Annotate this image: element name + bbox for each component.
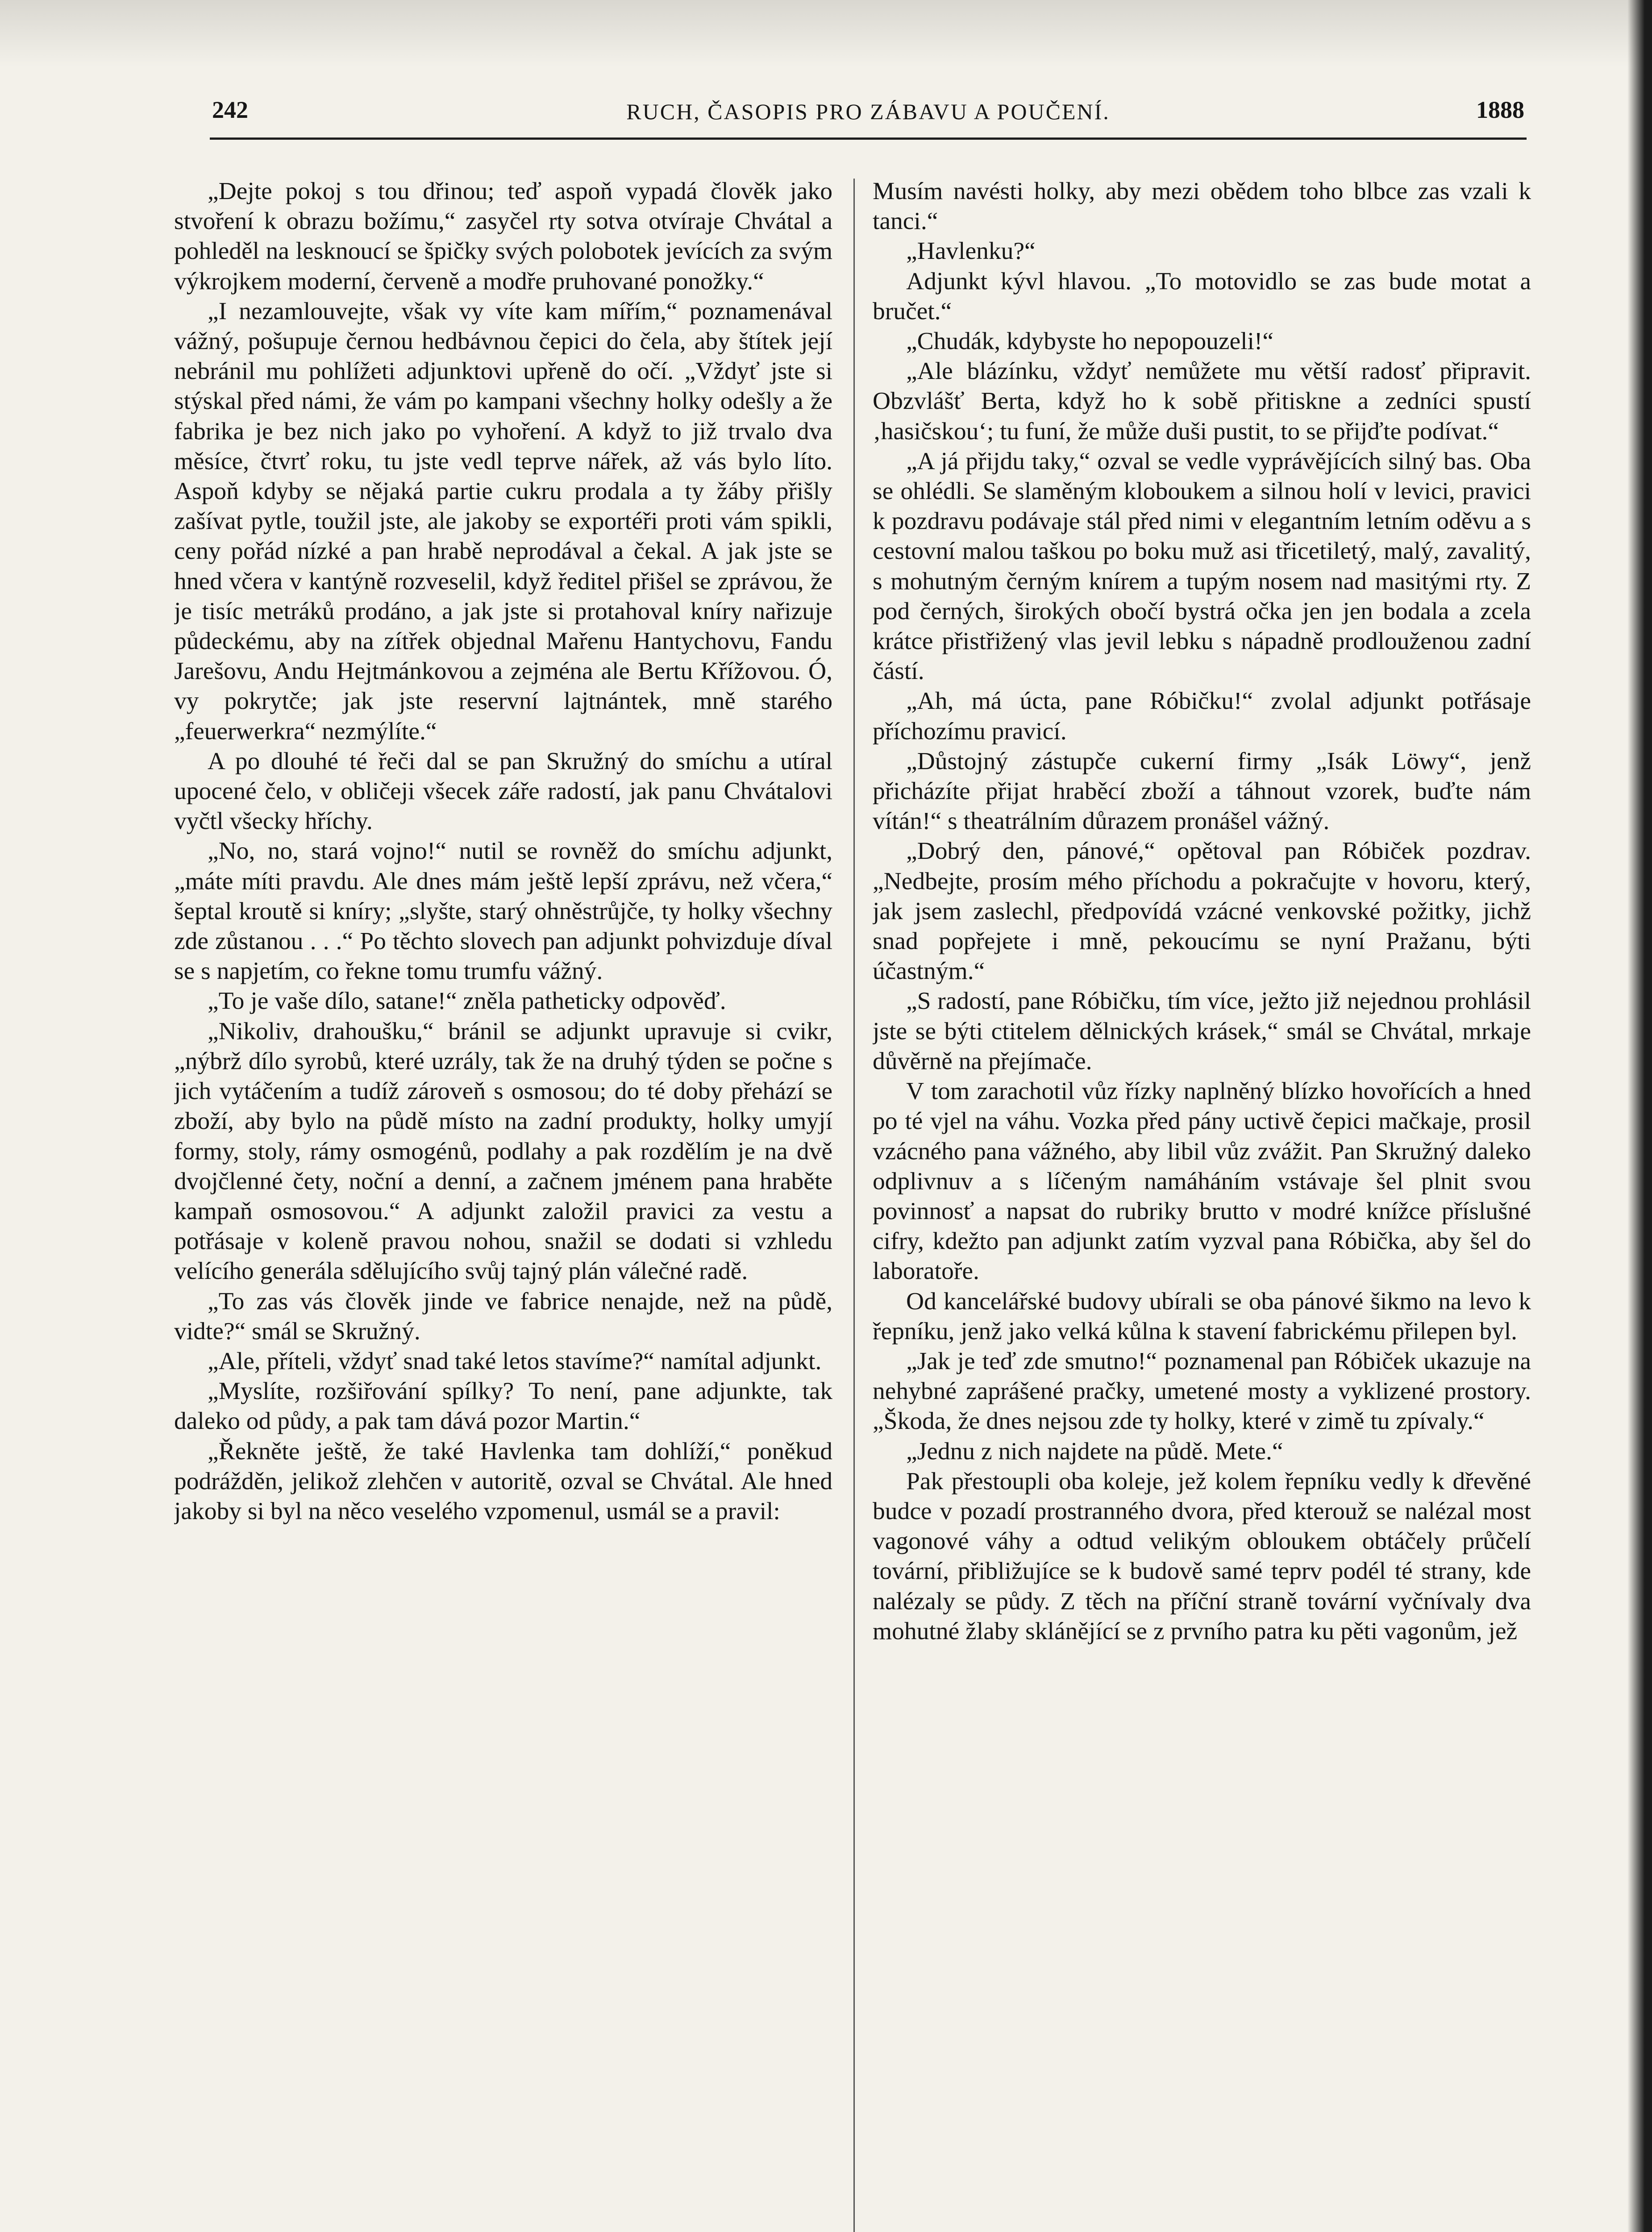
paragraph: „Ale blázínku, vždyť nemůžete mu větší radosť připravit. Obzvlášť Berta, když ho k sobě přitiskne a zedníci spustí ‚hasičskou‘; tu funí, že může duši pustit, to se přijďte podívat.“ (873, 358, 1531, 445)
paragraph: „Nikoliv, drahoušku,“ bránil se adjunkt upravuje si cvikr, „nýbrž dílo syrobů, které uzrály, tak že na druhý týden se počne s jich vytáčením a tudíž zároveň s osmosou; do té doby přehází se zboží, aby bylo na půdě místo na zadní produkty, holky umyjí formy, stoly, rámy osmogénů, podlahy a pak rozdělím je na dvě dvojčlenné čety, noční a denní, a začnem jménem pana hraběte kampaň osmosovou.“ A adjunkt založil pravici za vestu a potřásaje v koleně pravou nohou, snažil se dodati si vzhledu velícího generála sdělujícího svůj tajný plán válečné radě. (174, 1017, 832, 1285)
year: 1888 (1476, 96, 1524, 123)
right-column (873, 176, 1531, 2232)
paragraph: „Chudák, kdybyste ho nepopouzeli!“ (906, 328, 1274, 355)
paragraph: „Ah, má úcta, pane Róbičku!“ zvolal adjunkt potřásaje příchozímu pravicí. (873, 687, 1531, 745)
paragraph: „A já přijdu taky,“ ozval se vedle vyprávějících silný bas. Oba se ohlédli. Se slaměným kloboukem a silnou holí v levici, pravici k pozdravu podávaje stál před nimi v elegantním letním oděvu a s cestovní malou taškou po boku muž asi třicetiletý, malý, zavalitý, s mohutným černým knírem a tupým nosem nad masitými rty. Z pod černých, širokých obočí bystrá očka jen jen bodala a zcela krátce přistřižený vlas jevil lebku s nápadně prodlouženou zadní částí. (873, 447, 1531, 685)
paragraph: „S radostí, pane Róbičku, tím více, ježto již nejednou prohlásil jste se býti ctitelem dělnických krásek,“ smál se Chvátal, mrkaje důvěrně na přejímače. (873, 987, 1531, 1075)
paragraph: Adjunkt kývl hlavou. „To motovidlo se zas bude motat a bručet.“ (873, 267, 1531, 325)
paragraph: „Řekněte ještě, že také Havlenka tam dohlíží,“ poněkud podrážděn, jelikož zlehčen v autoritě, ozval se Chvátal. Ale hned jakoby si byl na něco veselého vzpomenul, usmál se a pravil: (174, 1437, 832, 1525)
scan-top-shadow (0, 0, 1652, 67)
running-title: RUCH, ČASOPIS PRO ZÁBAVU A POUČENÍ. (626, 99, 1110, 124)
paragraph: A po dlouhé té řeči dal se pan Skružný do smíchu a utíral upocené čelo, v obličeji všecek záře radostí, jak panu Chvátalovi vyčtl všecky hříchy. (174, 747, 832, 835)
paragraph: „To zas vás člověk jinde ve fabrice nenajde, než na půdě, vidte?“ smál se Skružný. (174, 1287, 832, 1345)
paragraph: Od kancelářské budovy ubírali se oba pánové šikmo na levo k řepníku, jenž jako velká kůlna k stavení fabrickému přilepen byl. (873, 1287, 1531, 1345)
column-divider (853, 179, 855, 2232)
paragraph: Pak přestoupli oba koleje, jež kolem řepníku vedly k dřevěné budce v pozadí prostranného dvora, před kterouž se nalézal most vagonové váhy a odtud velikým obloukem obtáčely průčelí tovární, přibližujíce se k budově samé teprv podél té strany, kde nalézaly se půdy. Z těch na příční straně tovární vyčnívaly dva mohutné žlaby sklánějící se z prvního patra ku pěti vagonům, jež (873, 1467, 1531, 1645)
page-header (210, 96, 1527, 132)
paragraph: „Ale, příteli, vždyť snad také letos stavíme?“ namítal adjunkt. (208, 1347, 822, 1375)
scan-right-edge (1627, 0, 1652, 2232)
paragraph: „Jednu z nich najdete na půdě. Mete.“ (906, 1437, 1283, 1465)
paragraph: „Důstojný zástupče cukerní firmy „Isák Löwy“, jenž přicházíte přijat hraběcí zboží a táhnout vzorek, buďte nám vítán!“ s theatrálním důrazem pronášel vážný. (873, 747, 1531, 835)
paragraph: „Dobrý den, pánové,“ opětoval pan Róbiček pozdrav. „Nedbejte, prosím mého příchodu a pokračujte v hovoru, který, jak jsem zaslechl, předpovídá vzácné venkovské požitky, jichž snad popřejete i mně, pekoucímu se nyní Pražanu, býti účastným.“ (873, 837, 1531, 985)
paragraph-continuation: Musím navésti holky, aby mezi obědem toho blbce zas vzali k tanci.“ (873, 178, 1531, 235)
paragraph: „Dejte pokoj s tou dřinou; teď aspoň vypadá člověk jako stvoření k obrazu božímu,“ zasyčel rty sotva otvíraje Chvátal a pohleděl na lesknoucí se špičky svých polobotek jevících za svým výkrojkem moderní, červeně a modře pruhované ponožky.“ (174, 178, 832, 295)
paragraph: „To je vaše dílo, satane!“ zněla patheticky odpověď. (208, 987, 726, 1015)
left-column (174, 176, 832, 2232)
paragraph: „Havlenku?“ (906, 237, 1036, 265)
paragraph: „Myslíte, rozšiřování spílky? To není, pane adjunkte, tak daleko od půdy, a pak tam dává pozor Martin.“ (174, 1378, 832, 1435)
header-rule (210, 137, 1527, 140)
page-number: 242 (212, 96, 248, 123)
paragraph: „I nezamlouvejte, však vy víte kam mířím,“ poznamenával vážný, pošupuje černou hedbávnou čepici do čela, aby štítek její nebránil mu pohlížeti adjunktovi upřeně do očí. „Vždyť jste si stýskal před námi, že vám po kampani všechny holky odešly a že fabrika je bez nich jako po vyhoření. A když to již trvalo dva měsíce, čtvrť roku, tu jste vedl teprve nářek, až vás bylo líto. Aspoň kdyby se nějaká partie cukru prodala a ty žáby přišly zašívat pytle, toužil jste, ale jakoby se exportéři proti vám spikli, ceny pořád nízké a pan hrabě neprodával a čekal. A jak jste se hned včera v kantýně rozveselil, když ředitel přišel se zprávou, že je tisíc metráků prodáno, a jak jste si protahoval kníry nařizuje půdeckému, aby na zítřek objednal Mařenu Hantychovu, Fandu Jarešovu, Andu Hejtmánkovou a zejména ale Bertu Křížovou. Ó, vy pokrytče; jak jste reservní lajtnántek, mně starého „feuerwerkra“ nezmýlíte.“ (174, 297, 832, 745)
paragraph: V tom zarachotil vůz řízky naplněný blízko hovořících a hned po té vjel na váhu. Vozka před pány uctivě čepici mačkaje, prosil vzácného pana vážného, aby libil vůz zvážit. Pan Skružný daleko odplivnuv a s líčeným namáháním vstávaje šel plnit svou povinnosť a napsat do rubriky brutto v modré knížce příslušné cifry, kdežto pan adjunkt zatím vyzval pana Róbička, aby šel do laboratoře. (873, 1078, 1531, 1285)
paragraph: „No, no, stará vojno!“ nutil se rovněž do smíchu adjunkt, „máte míti pravdu. Ale dnes mám ještě lepší zprávu, než včera,“ šeptal kroutě si kníry; „slyšte, starý ohněstrůjče, ty holky všechny zde zůstanou . . .“ Po těchto slovech pan adjunkt pohvizduje díval se s napjetím, co řekne tomu trumfu vážný. (174, 837, 832, 985)
paragraph: „Jak je teď zde smutno!“ poznamenal pan Róbiček ukazuje na nehybné zaprášené pračky, umetené mosty a vyklizené prostory. „Škoda, že dnes nejsou zde ty holky, které v zimě tu zpívaly.“ (873, 1347, 1531, 1435)
